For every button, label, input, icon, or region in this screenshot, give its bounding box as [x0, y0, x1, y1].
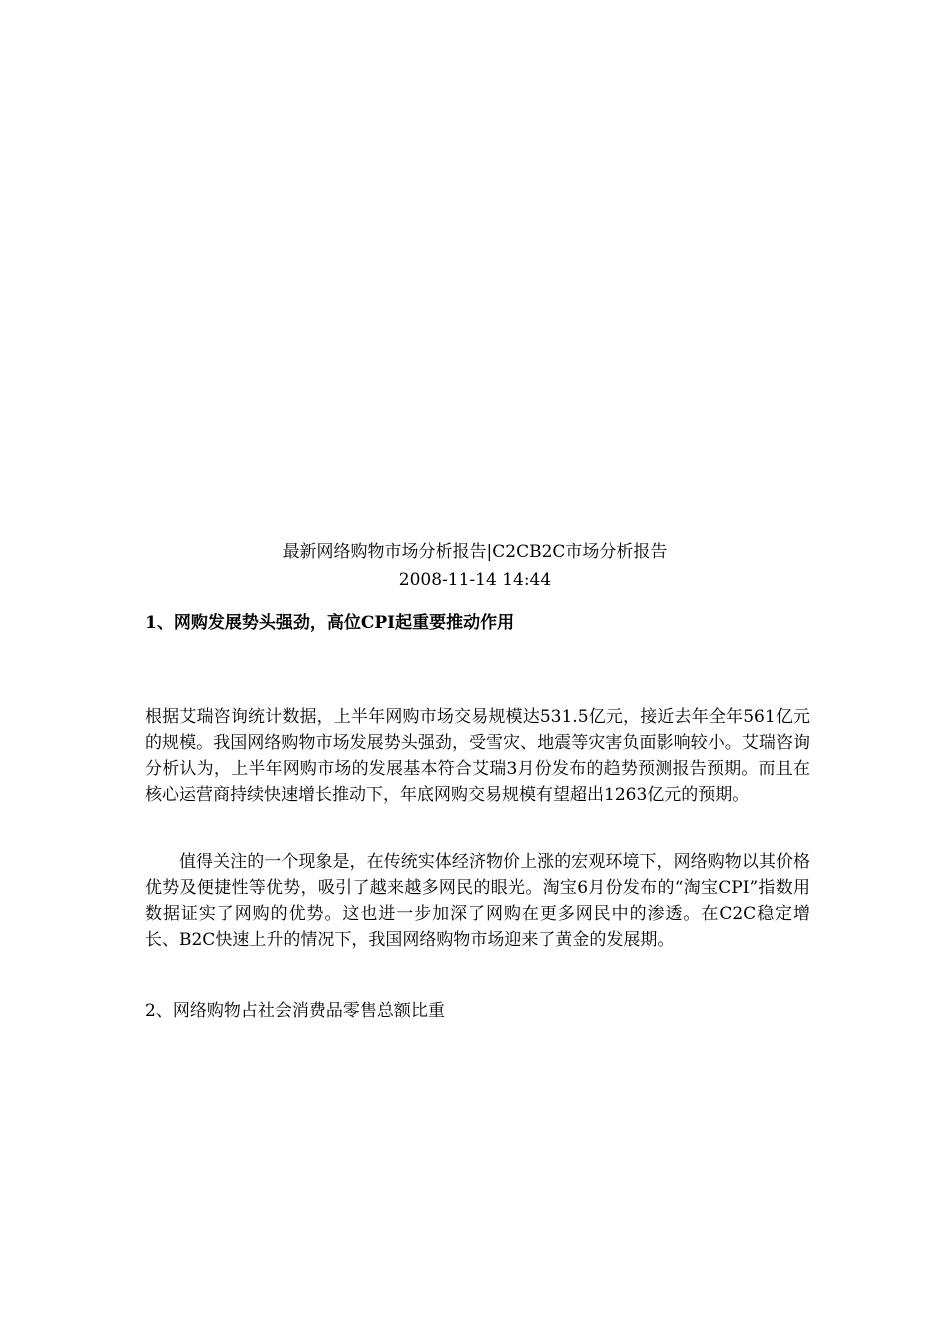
document-title: 最新网络购物市场分析报告|C2CB2C市场分析报告	[282, 542, 668, 562]
paragraph-1: 根据艾瑞咨询统计数据，上半年网购市场交易规模达531.5亿元，接近去年全年561亿元的规模。我国网络购物市场发展势头强劲，受雪灾、地震等灾害负面影响较小。艾瑞咨询分析认为，上半年网购市场的发展基本符合艾瑞3月份发布的趋势预测报告预期。而且在核心运营商持续快速增长推动下，年底网购交易规模有望超出1263亿元的预期。	[145, 707, 810, 805]
paragraph-2: 值得关注的一个现象是，在传统实体经济物价上涨的宏观环境下，网络购物以其价格优势及便捷性等优势，吸引了越来越多网民的眼光。淘宝6月份发布的“淘宝CPI”指数用数据证实了网购的优势。这也进一步加深了网购在更多网民中的渗透。在C2C稳定增长、B2C快速上升的情况下，我国网络购物市场迎来了黄金的发展期。	[145, 852, 810, 950]
section-1-heading: 1、网购发展势头强劲，高位CPI起重要推动作用	[145, 613, 515, 633]
section-2-heading: 2、网络购物占社会消费品零售总额比重	[145, 1001, 445, 1021]
title-block	[145, 538, 805, 594]
document-date: 2008-11-14 14:44	[398, 570, 552, 590]
